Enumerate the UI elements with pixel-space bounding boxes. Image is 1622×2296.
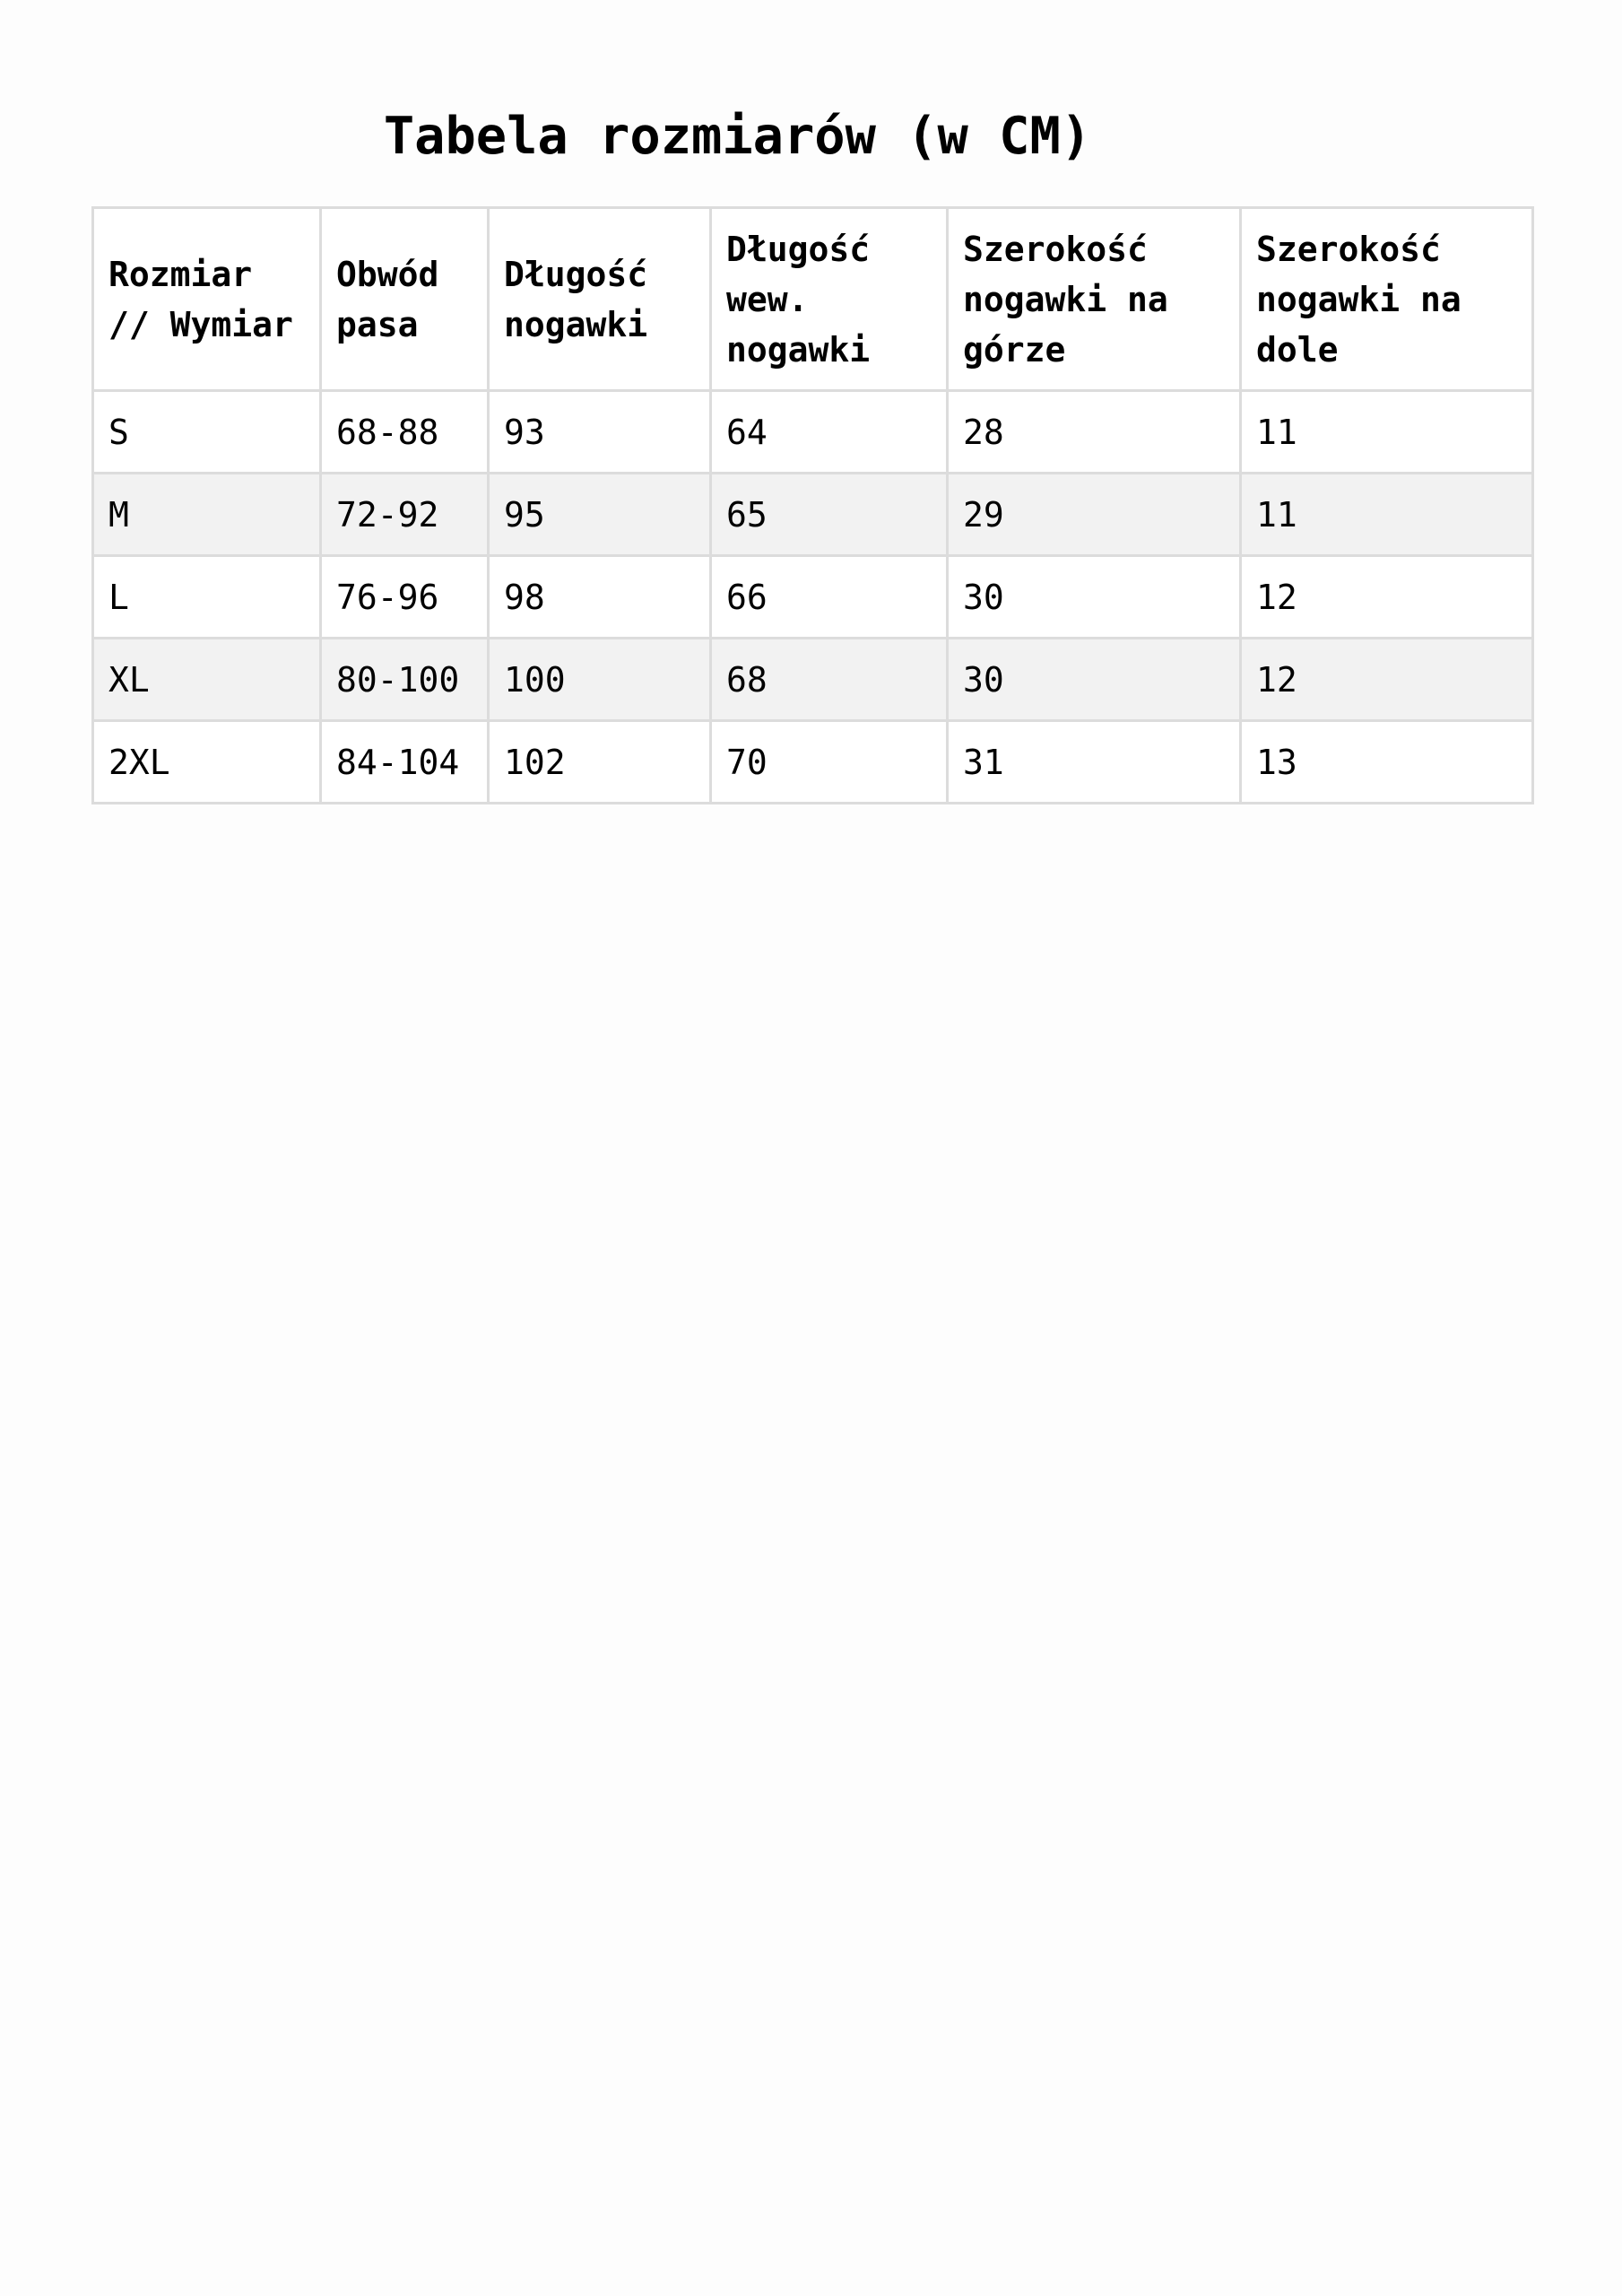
- table-cell: 102: [489, 721, 711, 804]
- table-cell-size: M: [93, 474, 321, 556]
- table-row: [93, 639, 1533, 721]
- table-row: [93, 474, 1533, 556]
- table-row: [93, 556, 1533, 639]
- table-cell-size: XL: [93, 639, 321, 721]
- table-cell-size: L: [93, 556, 321, 639]
- table-cell: 28: [948, 391, 1241, 474]
- table-cell: 72-92: [321, 474, 489, 556]
- table-cell-size: 2XL: [93, 721, 321, 804]
- header-inseam-length: Długość wew. nogawki: [711, 208, 948, 391]
- table-cell: 12: [1241, 639, 1533, 721]
- table-cell: 93: [489, 391, 711, 474]
- table-cell: 11: [1241, 474, 1533, 556]
- table-cell: 30: [948, 639, 1241, 721]
- table-cell: 76-96: [321, 556, 489, 639]
- header-waist-circumference: Obwód pasa: [321, 208, 489, 391]
- header-size: Rozmiar // Wymiar: [93, 208, 321, 391]
- size-chart-table: [91, 206, 1534, 804]
- table-cell: 95: [489, 474, 711, 556]
- table-row: [93, 391, 1533, 474]
- table-cell: 84-104: [321, 721, 489, 804]
- table-cell: 66: [711, 556, 948, 639]
- table-cell: 65: [711, 474, 948, 556]
- table-cell: 80-100: [321, 639, 489, 721]
- table-cell: 100: [489, 639, 711, 721]
- table-cell: 12: [1241, 556, 1533, 639]
- table-cell: 70: [711, 721, 948, 804]
- table-header-row: [93, 208, 1533, 391]
- table-cell: 31: [948, 721, 1241, 804]
- table-row: [93, 721, 1533, 804]
- table-cell: 68: [711, 639, 948, 721]
- header-leg-width-bottom: Szerokość nogawki na dole: [1241, 208, 1533, 391]
- table-cell: 11: [1241, 391, 1533, 474]
- table-cell: 64: [711, 391, 948, 474]
- table-cell: 13: [1241, 721, 1533, 804]
- table-cell: 68-88: [321, 391, 489, 474]
- table-cell: 29: [948, 474, 1241, 556]
- page-title: Tabela rozmiarów (w CM): [383, 107, 1092, 166]
- table-cell: 30: [948, 556, 1241, 639]
- table-cell-size: S: [93, 391, 321, 474]
- header-leg-width-top: Szerokość nogawki na górze: [948, 208, 1241, 391]
- table-cell: 98: [489, 556, 711, 639]
- header-leg-length: Długość nogawki: [489, 208, 711, 391]
